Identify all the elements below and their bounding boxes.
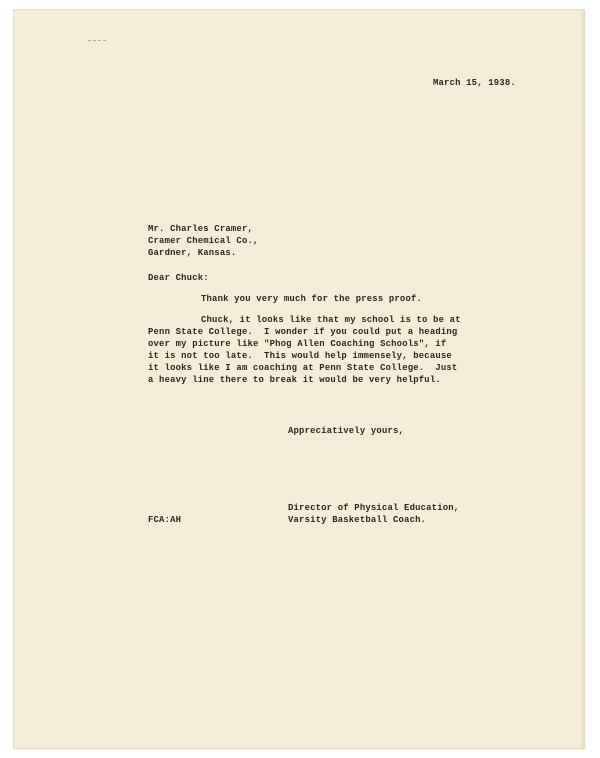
pencil-mark bbox=[88, 40, 106, 43]
recipient-city: Gardner, Kansas. bbox=[148, 248, 237, 258]
signature-title-2: Varsity Basketball Coach. bbox=[288, 515, 427, 525]
paragraph-2-line-3: over my picture like "Phog Allen Coaching Schools", if bbox=[148, 339, 447, 349]
salutation: Dear Chuck: bbox=[148, 273, 209, 283]
paragraph-2-line-5: it looks like I am coaching at Penn State College. Just bbox=[148, 363, 458, 373]
paragraph-2-line-2: Penn State College. I wonder if you could put a heading bbox=[148, 327, 458, 337]
letter-date: March 15, 1938. bbox=[433, 78, 516, 88]
typist-initials: FCA:AH bbox=[148, 515, 182, 525]
letter-page bbox=[14, 10, 584, 748]
closing: Appreciatively yours, bbox=[288, 426, 405, 436]
recipient-company: Cramer Chemical Co., bbox=[148, 236, 259, 246]
recipient-name: Mr. Charles Cramer, bbox=[148, 224, 253, 234]
paragraph-2-line-1: Chuck, it looks like that my school is to be at bbox=[201, 315, 461, 325]
signature-title-1: Director of Physical Education, bbox=[288, 503, 460, 513]
paragraph-1: Thank you very much for the press proof. bbox=[201, 294, 423, 304]
paragraph-2-line-4: it is not too late. This would help immensely, because bbox=[148, 351, 452, 361]
paragraph-2-line-6: a heavy line there to break it would be very helpful. bbox=[148, 375, 441, 385]
